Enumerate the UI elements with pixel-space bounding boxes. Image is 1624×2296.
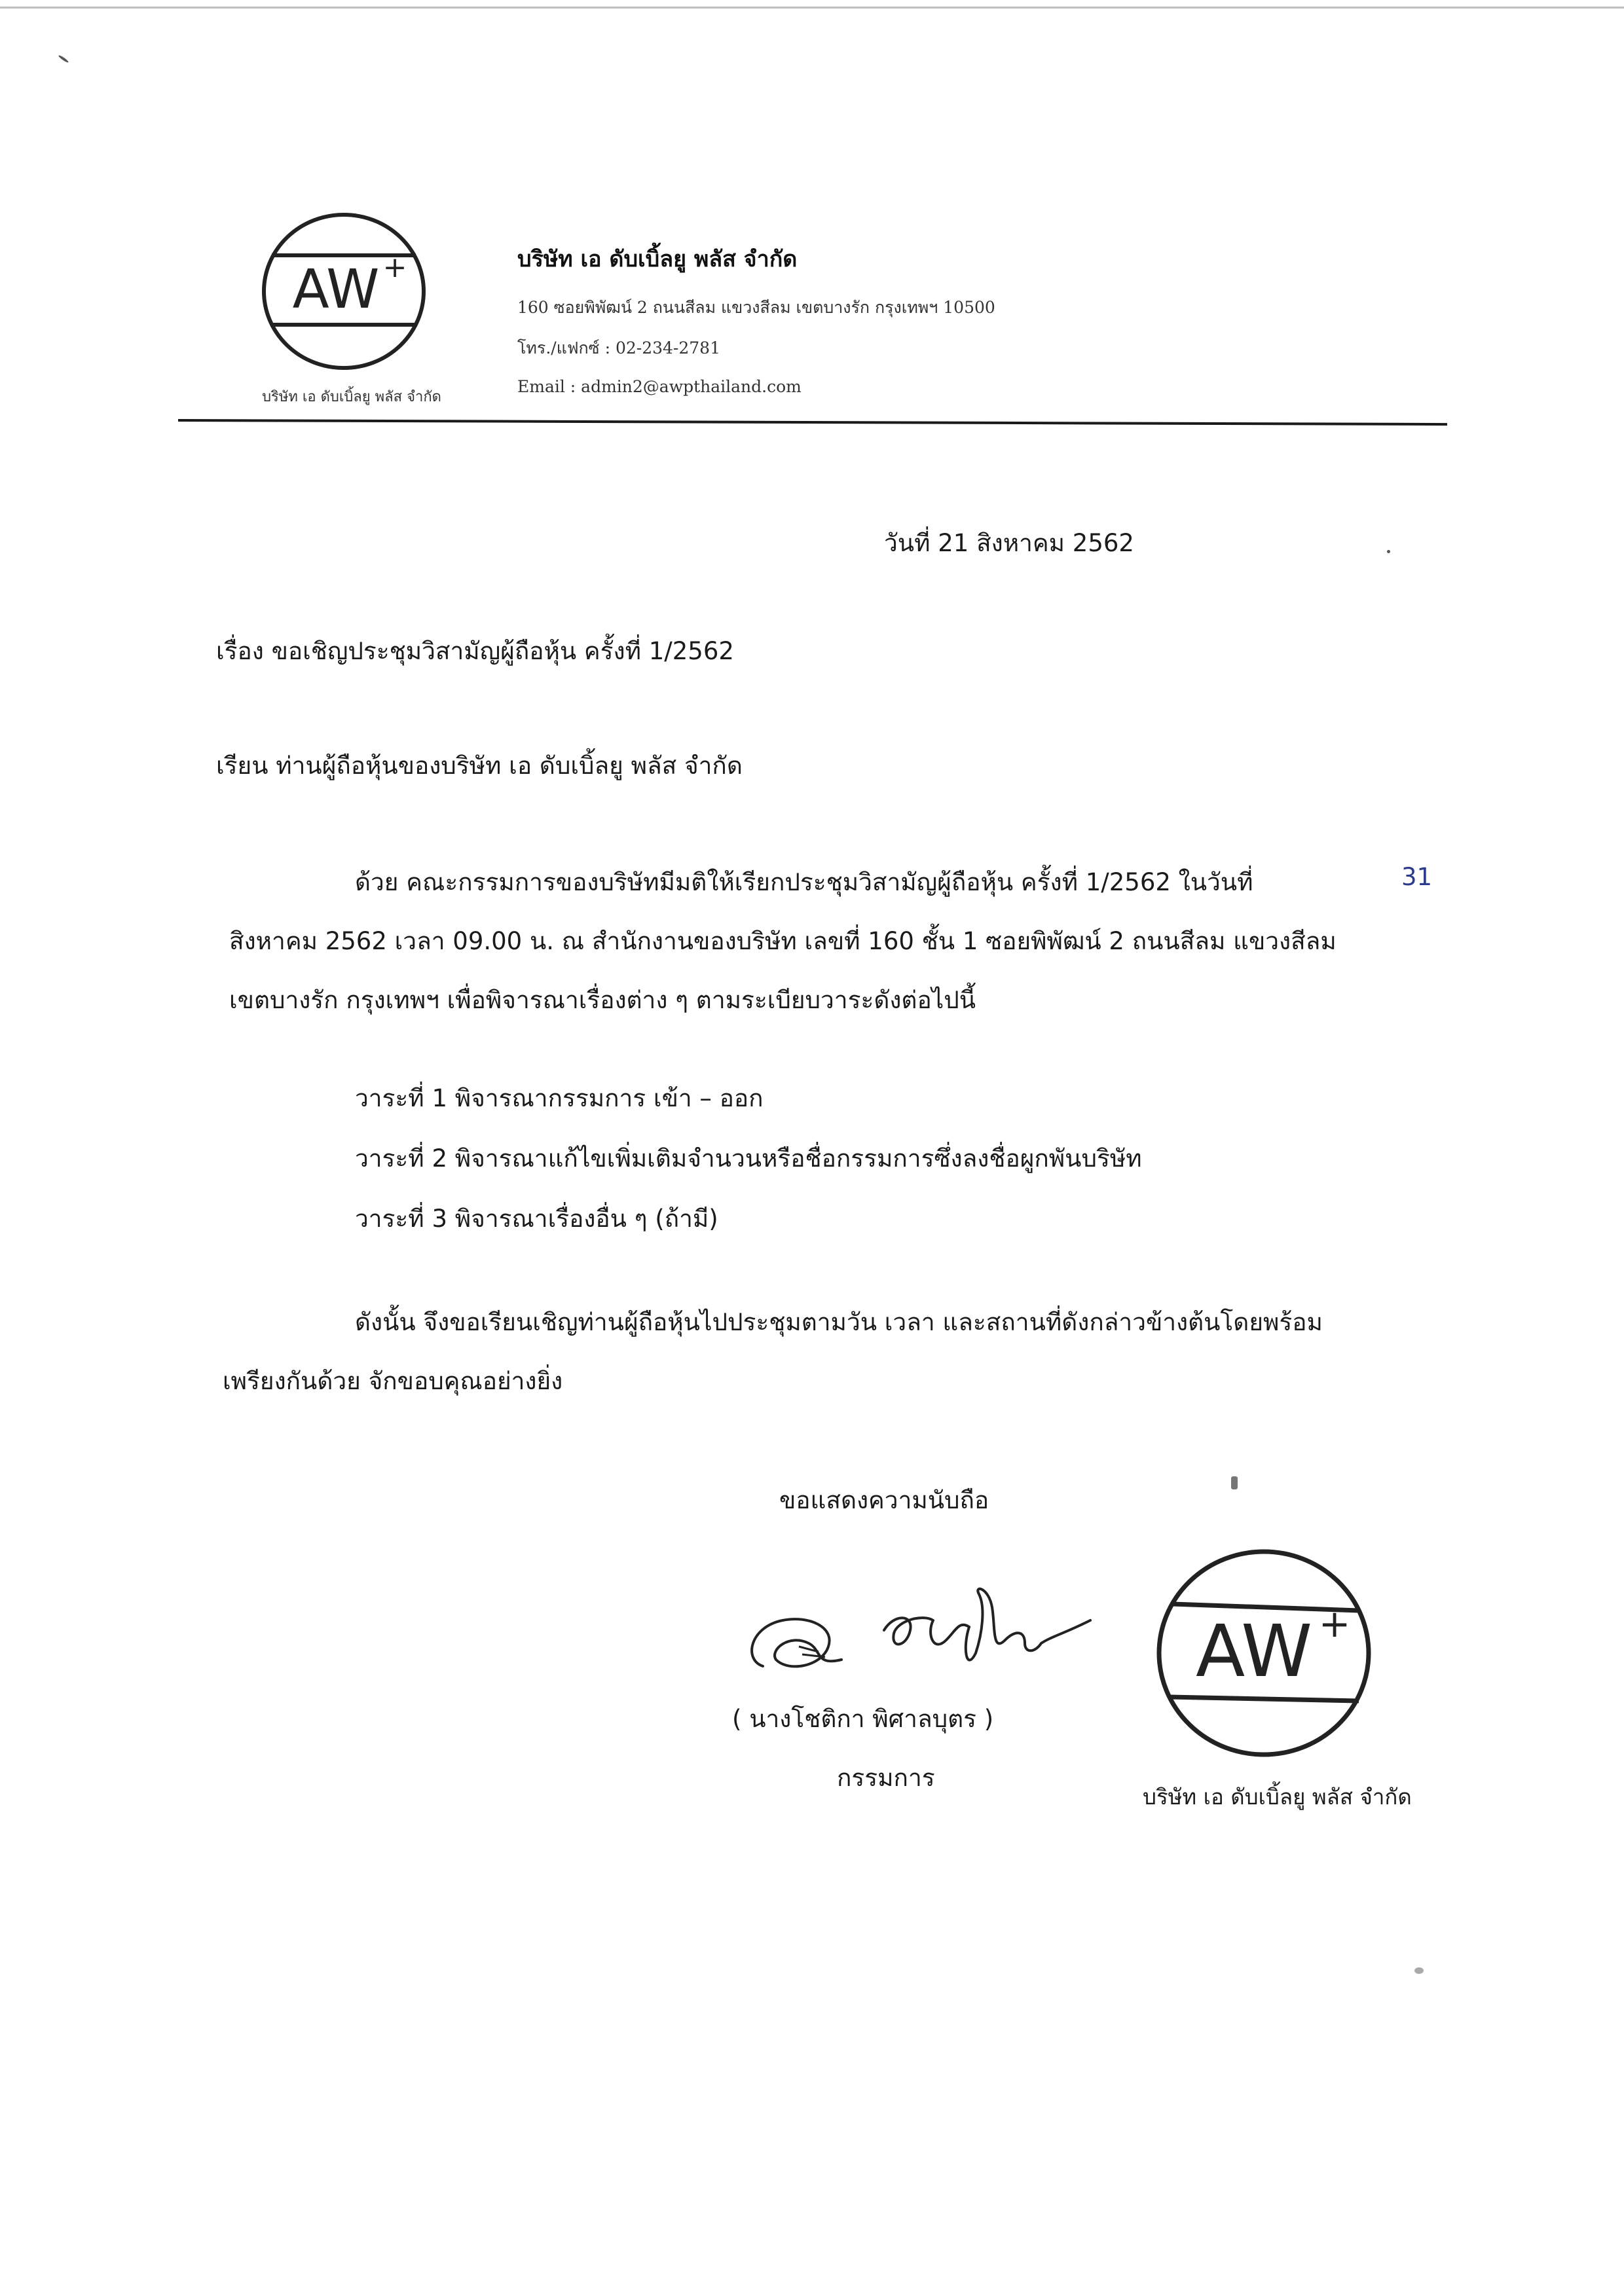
- agenda-item-2: วาระที่ 2 พิจารณาแก้ไขเพิ่มเติมจำนวนหรือชื่อกรรมการซึ่งลงชื่อผูกพันบริษัท: [355, 1144, 1142, 1173]
- paragraph-2-line-2: เพรียงกันด้วย จักขอบคุณอย่างยิ่ง: [223, 1367, 563, 1395]
- scan-speck: [1387, 550, 1390, 553]
- logo-plus: +: [382, 251, 407, 284]
- stamp-caption: บริษัท เอ ดับเบิ้ลยู พลัส จำกัด: [1143, 1784, 1412, 1810]
- letter-subject: เรื่อง ขอเชิญประชุมวิสามัญผู้ถือหุ้น ครั้งที่ 1/2562: [216, 637, 734, 665]
- company-email: Email : admin2@awpthailand.com: [517, 377, 802, 396]
- stamp-text: AW: [1196, 1609, 1312, 1693]
- scan-speck: [58, 54, 69, 64]
- scan-edge: [0, 7, 1624, 9]
- scan-speck: [1414, 1967, 1424, 1974]
- letter-recipient: เรียน ท่านผู้ถือหุ้นของบริษัท เอ ดับเบิ้ลยู พลัส จำกัด: [216, 752, 743, 780]
- closing-phrase: ขอแสดงความนับถือ: [779, 1486, 989, 1514]
- handwritten-day: 31: [1401, 863, 1433, 891]
- scan-speck: [1231, 1476, 1238, 1489]
- company-address: 160 ซอยพิพัฒน์ 2 ถนนสีลม แขวงสีลม เขตบางรัก กรุงเทพฯ 10500: [517, 298, 995, 317]
- company-logo: [259, 210, 429, 373]
- paragraph-1-line-3: เขตบางรัก กรุงเทพฯ เพื่อพิจารณาเรื่องต่าง ๆ ตามระเบียบวาระดังต่อไปนี้: [229, 986, 976, 1014]
- company-phone: โทร./แฟกซ์ : 02-234-2781: [517, 338, 720, 357]
- paragraph-2-line-1: ดังนั้น จึงขอเรียนเชิญท่านผู้ถือหุ้นไปประชุมตามวัน เวลา และสถานที่ดังกล่าวข้างต้นโดยพร้อม: [355, 1308, 1323, 1336]
- company-stamp: [1153, 1545, 1375, 1761]
- agenda-item-3: วาระที่ 3 พิจารณาเรื่องอื่น ๆ (ถ้ามี): [355, 1205, 718, 1233]
- company-name: บริษัท เอ ดับเบิ้ลยู พลัส จำกัด: [517, 246, 798, 272]
- signature: [737, 1568, 1103, 1699]
- logo-caption: บริษัท เอ ดับเบิ้ลยู พลัส จำกัด: [262, 389, 441, 405]
- paragraph-1-line-2: สิงหาคม 2562 เวลา 09.00 น. ณ สำนักงานของบริษัท เลขที่ 160 ชั้น 1 ซอยพิพัฒน์ 2 ถนนสีลม แขวงสีลม: [229, 927, 1337, 955]
- logo-text: AW: [292, 259, 380, 321]
- letter-date: วันที่ 21 สิงหาคม 2562: [884, 529, 1134, 557]
- paragraph-1-line-1: ด้วย คณะกรรมการของบริษัทมีมติให้เรียกประชุมวิสามัญผู้ถือหุ้น ครั้งที่ 1/2562 ในวันที่: [355, 868, 1253, 896]
- signer-name: ( นางโชติกา พิศาลบุตร ): [732, 1705, 994, 1733]
- header-divider: [178, 419, 1447, 426]
- stamp-plus: +: [1318, 1601, 1351, 1646]
- signer-title: กรรมการ: [837, 1764, 935, 1792]
- agenda-item-1: วาระที่ 1 พิจารณากรรมการ เข้า – ออก: [355, 1084, 764, 1112]
